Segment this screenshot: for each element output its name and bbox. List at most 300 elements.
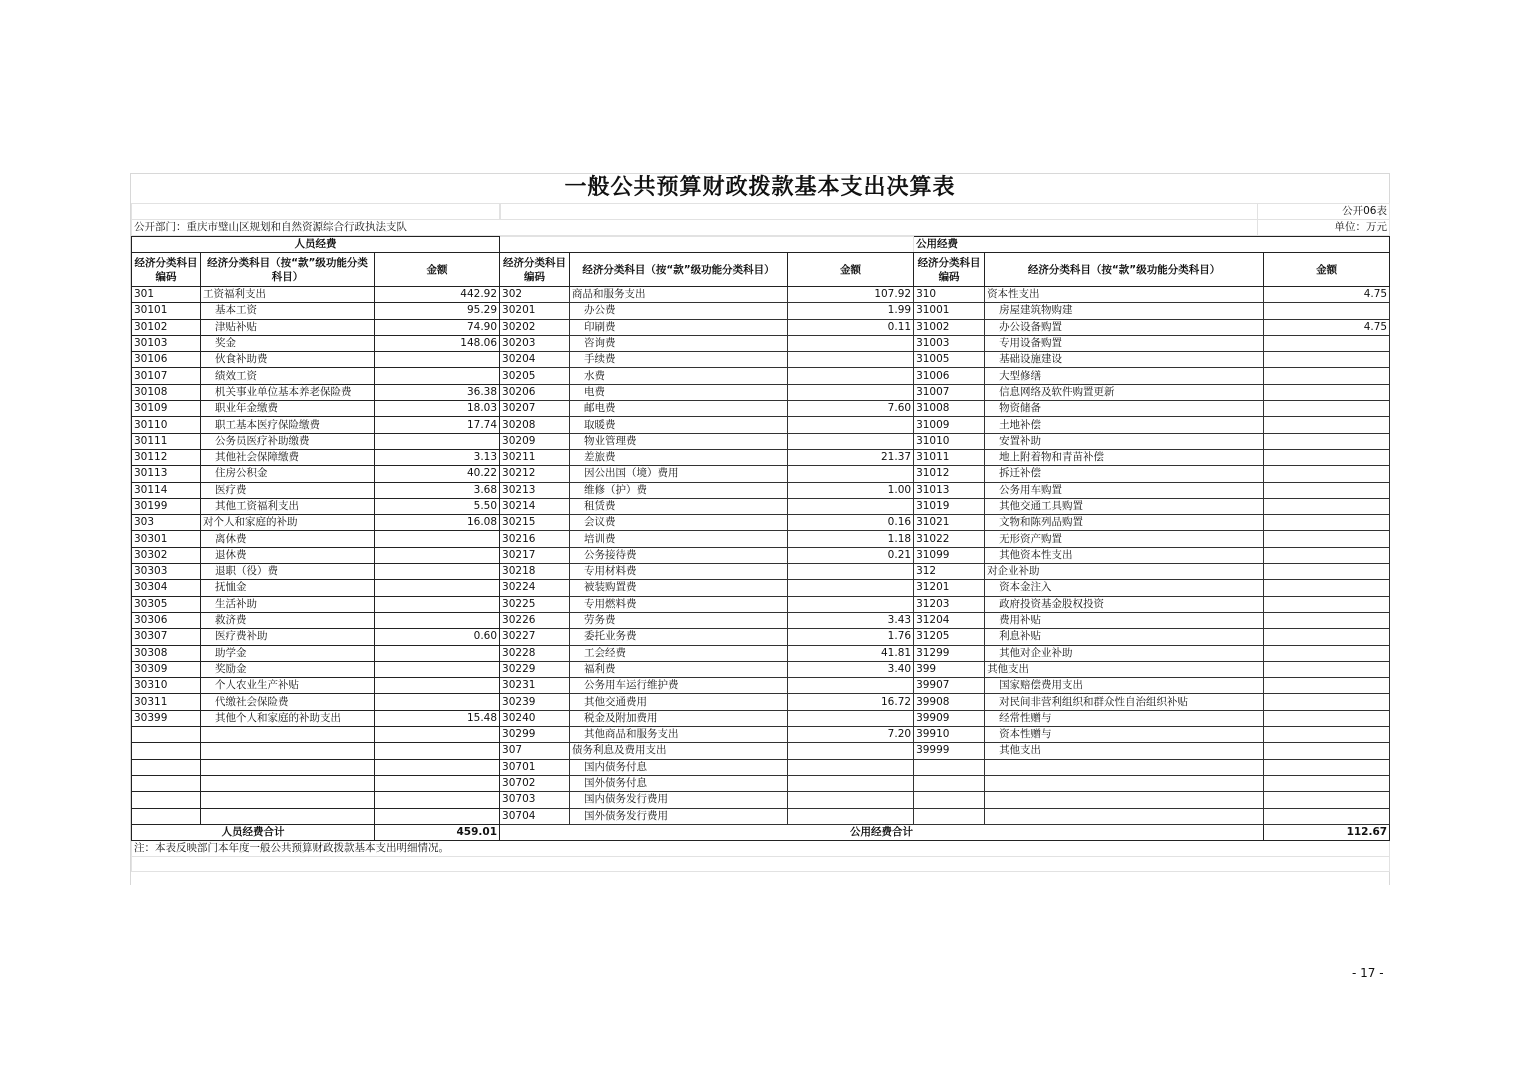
- subject-cell: 其他个人和家庭的补助支出: [201, 710, 375, 726]
- code-cell: 31204: [914, 612, 985, 628]
- table-row: [132, 303, 1390, 319]
- amount-cell: [375, 612, 500, 628]
- code-cell: 30226: [500, 612, 570, 628]
- amount-cell: [375, 596, 500, 612]
- subject-cell: 专用燃料费: [570, 596, 788, 612]
- code-cell: [914, 792, 985, 808]
- subject-cell: [201, 759, 375, 775]
- table-row: [132, 498, 1390, 514]
- code-cell: 31009: [914, 417, 985, 433]
- subject-cell: 物业管理费: [570, 433, 788, 449]
- code-cell: 30701: [500, 759, 570, 775]
- subject-cell: 被装购置费: [570, 580, 788, 596]
- unit-label: 单位：万元: [1258, 220, 1390, 236]
- code-cell: 39999: [914, 743, 985, 759]
- subject-cell: 离休费: [201, 531, 375, 547]
- table-row: [132, 759, 1390, 775]
- amount-cell: [375, 775, 500, 791]
- subject-cell: 印刷费: [570, 319, 788, 335]
- table-row: [132, 368, 1390, 384]
- amount-cell: [1264, 352, 1390, 368]
- subject-cell: 生活补助: [201, 596, 375, 612]
- table-row: [132, 449, 1390, 465]
- subject-cell: 债务利息及费用支出: [570, 743, 788, 759]
- subject-cell: 其他资本性支出: [985, 547, 1264, 563]
- subject-cell: 绩效工资: [201, 368, 375, 384]
- code-cell: 30305: [132, 596, 201, 612]
- code-cell: 30217: [500, 547, 570, 563]
- subject-cell: 租赁费: [570, 498, 788, 514]
- subject-cell: 伙食补助费: [201, 352, 375, 368]
- code-cell: 30209: [500, 433, 570, 449]
- subject-cell: 房屋建筑物购建: [985, 303, 1264, 319]
- subject-cell: 资本性赠与: [985, 727, 1264, 743]
- subject-cell: [985, 792, 1264, 808]
- code-cell: 31099: [914, 547, 985, 563]
- code-cell: 31205: [914, 629, 985, 645]
- amount-cell: [375, 547, 500, 563]
- amount-cell: [788, 384, 914, 400]
- code-cell: 39908: [914, 694, 985, 710]
- subject-cell: 对民间非营利组织和群众性自治组织补贴: [985, 694, 1264, 710]
- code-cell: 30102: [132, 319, 201, 335]
- code-cell: [132, 808, 201, 824]
- subject-cell: 个人农业生产补贴: [201, 678, 375, 694]
- code-cell: 31006: [914, 368, 985, 384]
- table-row: [132, 384, 1390, 400]
- public-total-value: 112.67: [1264, 824, 1390, 840]
- code-cell: 30205: [500, 368, 570, 384]
- amount-cell: [1264, 564, 1390, 580]
- code-cell: 30107: [132, 368, 201, 384]
- table-row: [132, 417, 1390, 433]
- header-amount-goods: 金额: [788, 253, 914, 287]
- subject-cell: [201, 792, 375, 808]
- amount-cell: 16.08: [375, 515, 500, 531]
- code-cell: 301: [132, 287, 201, 303]
- code-cell: 30206: [500, 384, 570, 400]
- subject-cell: 国内债务付息: [570, 759, 788, 775]
- amount-cell: [1264, 727, 1390, 743]
- code-cell: 30103: [132, 335, 201, 351]
- department-label: 公开部门：重庆市璧山区规划和自然资源综合行政执法支队: [132, 220, 1258, 236]
- amount-cell: [375, 352, 500, 368]
- code-cell: 30311: [132, 694, 201, 710]
- subject-cell: 费用补贴: [985, 612, 1264, 628]
- subject-cell: [201, 727, 375, 743]
- table-code: 公开06表: [1258, 204, 1390, 220]
- table-row: [132, 629, 1390, 645]
- subject-cell: 奖金: [201, 335, 375, 351]
- code-cell: [914, 808, 985, 824]
- amount-cell: [1264, 547, 1390, 563]
- subject-cell: 文物和陈列品购置: [985, 515, 1264, 531]
- amount-cell: [1264, 515, 1390, 531]
- amount-cell: 5.50: [375, 498, 500, 514]
- subject-cell: 电费: [570, 384, 788, 400]
- subject-cell: 国外债务付息: [570, 775, 788, 791]
- code-cell: 30704: [500, 808, 570, 824]
- subject-cell: [201, 808, 375, 824]
- subject-cell: 住房公积金: [201, 466, 375, 482]
- amount-cell: 3.43: [788, 612, 914, 628]
- subject-cell: 基础设施建设: [985, 352, 1264, 368]
- code-cell: 30201: [500, 303, 570, 319]
- amount-cell: 1.76: [788, 629, 914, 645]
- subject-cell: 取暖费: [570, 417, 788, 433]
- code-cell: 303: [132, 515, 201, 531]
- amount-cell: 74.90: [375, 319, 500, 335]
- code-cell: 30110: [132, 417, 201, 433]
- code-cell: 310: [914, 287, 985, 303]
- code-cell: 31021: [914, 515, 985, 531]
- subject-cell: 差旅费: [570, 449, 788, 465]
- code-cell: 30208: [500, 417, 570, 433]
- page-number: - 17 -: [1352, 966, 1384, 980]
- amount-cell: [788, 596, 914, 612]
- subject-cell: 拆迁补偿: [985, 466, 1264, 482]
- amount-cell: [1264, 531, 1390, 547]
- header-subject-capital: 经济分类科目（按“款”级功能分类科目）: [985, 253, 1264, 287]
- header-amount-capital: 金额: [1264, 253, 1390, 287]
- code-cell: 30307: [132, 629, 201, 645]
- subject-cell: 国家赔偿费用支出: [985, 678, 1264, 694]
- amount-cell: [788, 775, 914, 791]
- table-row: [132, 531, 1390, 547]
- table-row: [132, 319, 1390, 335]
- amount-cell: [1264, 743, 1390, 759]
- code-cell: 31002: [914, 319, 985, 335]
- code-cell: [132, 727, 201, 743]
- code-cell: [132, 759, 201, 775]
- code-cell: 31001: [914, 303, 985, 319]
- amount-cell: [1264, 466, 1390, 482]
- amount-cell: [788, 433, 914, 449]
- amount-cell: [375, 368, 500, 384]
- code-cell: 30216: [500, 531, 570, 547]
- subject-cell: 职业年金缴费: [201, 401, 375, 417]
- code-cell: 312: [914, 564, 985, 580]
- amount-cell: 442.92: [375, 287, 500, 303]
- subject-cell: 医疗费: [201, 482, 375, 498]
- subject-cell: 培训费: [570, 531, 788, 547]
- subject-cell: 物资储备: [985, 401, 1264, 417]
- subject-cell: [985, 808, 1264, 824]
- subject-cell: 国外债务发行费用: [570, 808, 788, 824]
- code-cell: 30231: [500, 678, 570, 694]
- amount-cell: [1264, 368, 1390, 384]
- subject-cell: 安置补助: [985, 433, 1264, 449]
- subject-cell: 基本工资: [201, 303, 375, 319]
- amount-cell: [788, 466, 914, 482]
- code-cell: 399: [914, 661, 985, 677]
- code-cell: 30207: [500, 401, 570, 417]
- subject-cell: 退职（役）费: [201, 564, 375, 580]
- amount-cell: 1.18: [788, 531, 914, 547]
- amount-cell: [1264, 629, 1390, 645]
- code-cell: 30310: [132, 678, 201, 694]
- table-row: [132, 678, 1390, 694]
- amount-cell: [375, 808, 500, 824]
- subject-cell: 专用设备购置: [985, 335, 1264, 351]
- subject-cell: 其他对企业补助: [985, 645, 1264, 661]
- amount-cell: [1264, 482, 1390, 498]
- code-cell: 39910: [914, 727, 985, 743]
- amount-cell: [375, 743, 500, 759]
- subject-cell: 税金及附加费用: [570, 710, 788, 726]
- amount-cell: [1264, 580, 1390, 596]
- amount-cell: [788, 792, 914, 808]
- code-cell: 30229: [500, 661, 570, 677]
- code-cell: 30224: [500, 580, 570, 596]
- public-total-label: 公用经费合计: [500, 824, 1264, 840]
- table-row: [132, 775, 1390, 791]
- code-cell: [914, 775, 985, 791]
- amount-cell: 17.74: [375, 417, 500, 433]
- amount-cell: [788, 743, 914, 759]
- amount-cell: [375, 678, 500, 694]
- code-cell: 30227: [500, 629, 570, 645]
- amount-cell: [788, 352, 914, 368]
- amount-cell: [1264, 661, 1390, 677]
- subject-cell: [201, 775, 375, 791]
- code-cell: 31010: [914, 433, 985, 449]
- table-row: [132, 792, 1390, 808]
- code-cell: 30308: [132, 645, 201, 661]
- table-row: [132, 433, 1390, 449]
- amount-cell: 95.29: [375, 303, 500, 319]
- code-cell: 30109: [132, 401, 201, 417]
- amount-cell: [1264, 303, 1390, 319]
- subject-cell: 其他支出: [985, 661, 1264, 677]
- amount-cell: 41.81: [788, 645, 914, 661]
- table-row: [132, 352, 1390, 368]
- subject-cell: 办公费: [570, 303, 788, 319]
- amount-cell: [1264, 612, 1390, 628]
- subject-cell: 机关事业单位基本养老保险费: [201, 384, 375, 400]
- table-row: [132, 808, 1390, 824]
- subject-cell: 经常性赠与: [985, 710, 1264, 726]
- amount-cell: [788, 498, 914, 514]
- amount-cell: 148.06: [375, 335, 500, 351]
- expenditure-table: [131, 236, 1390, 872]
- amount-cell: 16.72: [788, 694, 914, 710]
- amount-cell: [788, 335, 914, 351]
- amount-cell: 36.38: [375, 384, 500, 400]
- table-note: 注：本表反映部门本年度一般公共预算财政拨款基本支出明细情况。: [132, 841, 1390, 857]
- amount-cell: [375, 580, 500, 596]
- code-cell: 31013: [914, 482, 985, 498]
- code-cell: [132, 743, 201, 759]
- amount-cell: [375, 694, 500, 710]
- code-cell: 30239: [500, 694, 570, 710]
- code-cell: 30113: [132, 466, 201, 482]
- section-public: 公用经费: [914, 237, 1390, 253]
- amount-cell: [1264, 775, 1390, 791]
- code-cell: 31011: [914, 449, 985, 465]
- subject-cell: 维修（护）费: [570, 482, 788, 498]
- code-cell: 30299: [500, 727, 570, 743]
- amount-cell: [788, 710, 914, 726]
- code-cell: 30203: [500, 335, 570, 351]
- table-row: [132, 482, 1390, 498]
- subject-cell: 助学金: [201, 645, 375, 661]
- code-cell: 30306: [132, 612, 201, 628]
- table-row: [132, 596, 1390, 612]
- amount-cell: [788, 564, 914, 580]
- code-cell: 30303: [132, 564, 201, 580]
- amount-cell: 1.00: [788, 482, 914, 498]
- amount-cell: 3.68: [375, 482, 500, 498]
- subject-cell: 代缴社会保险费: [201, 694, 375, 710]
- code-cell: 30301: [132, 531, 201, 547]
- amount-cell: 15.48: [375, 710, 500, 726]
- subject-cell: 医疗费补助: [201, 629, 375, 645]
- subject-cell: 委托业务费: [570, 629, 788, 645]
- amount-cell: 0.60: [375, 629, 500, 645]
- subject-cell: 公务员医疗补助缴费: [201, 433, 375, 449]
- subject-cell: 公务用车运行维护费: [570, 678, 788, 694]
- subject-cell: 大型修缮: [985, 368, 1264, 384]
- subject-cell: 退休费: [201, 547, 375, 563]
- amount-cell: 0.16: [788, 515, 914, 531]
- amount-cell: [1264, 710, 1390, 726]
- amount-cell: [375, 564, 500, 580]
- code-cell: [914, 759, 985, 775]
- amount-cell: [1264, 335, 1390, 351]
- amount-cell: 7.20: [788, 727, 914, 743]
- code-cell: 31299: [914, 645, 985, 661]
- code-cell: 31003: [914, 335, 985, 351]
- code-cell: 30309: [132, 661, 201, 677]
- amount-cell: [1264, 792, 1390, 808]
- subject-cell: 其他交通工具购置: [985, 498, 1264, 514]
- amount-cell: 3.40: [788, 661, 914, 677]
- table-row: [132, 694, 1390, 710]
- code-cell: 30225: [500, 596, 570, 612]
- code-cell: 30240: [500, 710, 570, 726]
- code-cell: 30111: [132, 433, 201, 449]
- code-cell: 30702: [500, 775, 570, 791]
- code-cell: [132, 792, 201, 808]
- amount-cell: 7.60: [788, 401, 914, 417]
- amount-cell: [1264, 433, 1390, 449]
- subject-cell: 其他社会保障缴费: [201, 449, 375, 465]
- code-cell: 30218: [500, 564, 570, 580]
- subject-cell: 办公设备购置: [985, 319, 1264, 335]
- code-cell: 30302: [132, 547, 201, 563]
- subject-cell: 咨询费: [570, 335, 788, 351]
- table-row: [132, 743, 1390, 759]
- amount-cell: [788, 417, 914, 433]
- amount-cell: [788, 368, 914, 384]
- subject-cell: 福利费: [570, 661, 788, 677]
- code-cell: 31008: [914, 401, 985, 417]
- amount-cell: [1264, 498, 1390, 514]
- subject-cell: 公务接待费: [570, 547, 788, 563]
- amount-cell: [1264, 417, 1390, 433]
- code-cell: 31012: [914, 466, 985, 482]
- amount-cell: 18.03: [375, 401, 500, 417]
- table-row: [132, 645, 1390, 661]
- amount-cell: 107.92: [788, 287, 914, 303]
- subject-cell: 水费: [570, 368, 788, 384]
- code-cell: 30101: [132, 303, 201, 319]
- subject-cell: 邮电费: [570, 401, 788, 417]
- personnel-total-label: 人员经费合计: [132, 824, 375, 840]
- amount-cell: [788, 580, 914, 596]
- amount-cell: [1264, 808, 1390, 824]
- code-cell: 30228: [500, 645, 570, 661]
- table-row: [132, 547, 1390, 563]
- code-cell: 30106: [132, 352, 201, 368]
- subject-cell: [985, 775, 1264, 791]
- amount-cell: 0.21: [788, 547, 914, 563]
- subject-cell: 利息补贴: [985, 629, 1264, 645]
- table-row: [132, 710, 1390, 726]
- amount-cell: 0.11: [788, 319, 914, 335]
- report-title: 一般公共预算财政拨款基本支出决算表: [131, 173, 1389, 202]
- header-subject-goods: 经济分类科目（按“款”级功能分类科目）: [570, 253, 788, 287]
- code-cell: 30114: [132, 482, 201, 498]
- code-cell: 30399: [132, 710, 201, 726]
- table-row: [132, 612, 1390, 628]
- subject-cell: 对个人和家庭的补助: [201, 515, 375, 531]
- subject-cell: 资本性支出: [985, 287, 1264, 303]
- amount-cell: [1264, 694, 1390, 710]
- table-row: [132, 287, 1390, 303]
- amount-cell: [1264, 596, 1390, 612]
- amount-cell: [375, 433, 500, 449]
- amount-cell: [1264, 678, 1390, 694]
- code-cell: 30215: [500, 515, 570, 531]
- amount-cell: [1264, 384, 1390, 400]
- header-code-personnel: 经济分类科目编码: [132, 253, 201, 287]
- amount-cell: 3.13: [375, 449, 500, 465]
- subject-cell: 津贴补贴: [201, 319, 375, 335]
- table-row: [132, 515, 1390, 531]
- code-cell: 30213: [500, 482, 570, 498]
- code-cell: 31019: [914, 498, 985, 514]
- code-cell: 30202: [500, 319, 570, 335]
- amount-cell: [375, 727, 500, 743]
- code-cell: 31005: [914, 352, 985, 368]
- code-cell: 30108: [132, 384, 201, 400]
- personnel-total-value: 459.01: [375, 824, 500, 840]
- subject-cell: 信息网络及软件购置更新: [985, 384, 1264, 400]
- report-info-table: [131, 203, 1390, 236]
- table-row: [132, 727, 1390, 743]
- subject-cell: 无形资产购置: [985, 531, 1264, 547]
- subject-cell: 救济费: [201, 612, 375, 628]
- subject-cell: 其他工资福利支出: [201, 498, 375, 514]
- amount-cell: [788, 678, 914, 694]
- header-code-capital: 经济分类科目编码: [914, 253, 985, 287]
- code-cell: 31022: [914, 531, 985, 547]
- subject-cell: 土地补偿: [985, 417, 1264, 433]
- subject-cell: 国内债务发行费用: [570, 792, 788, 808]
- amount-cell: [1264, 645, 1390, 661]
- amount-cell: 4.75: [1264, 319, 1390, 335]
- amount-cell: 1.99: [788, 303, 914, 319]
- subject-cell: 因公出国（境）费用: [570, 466, 788, 482]
- amount-cell: [375, 759, 500, 775]
- amount-cell: [788, 808, 914, 824]
- code-cell: 30304: [132, 580, 201, 596]
- subject-cell: 职工基本医疗保险缴费: [201, 417, 375, 433]
- amount-cell: [1264, 759, 1390, 775]
- subject-cell: 劳务费: [570, 612, 788, 628]
